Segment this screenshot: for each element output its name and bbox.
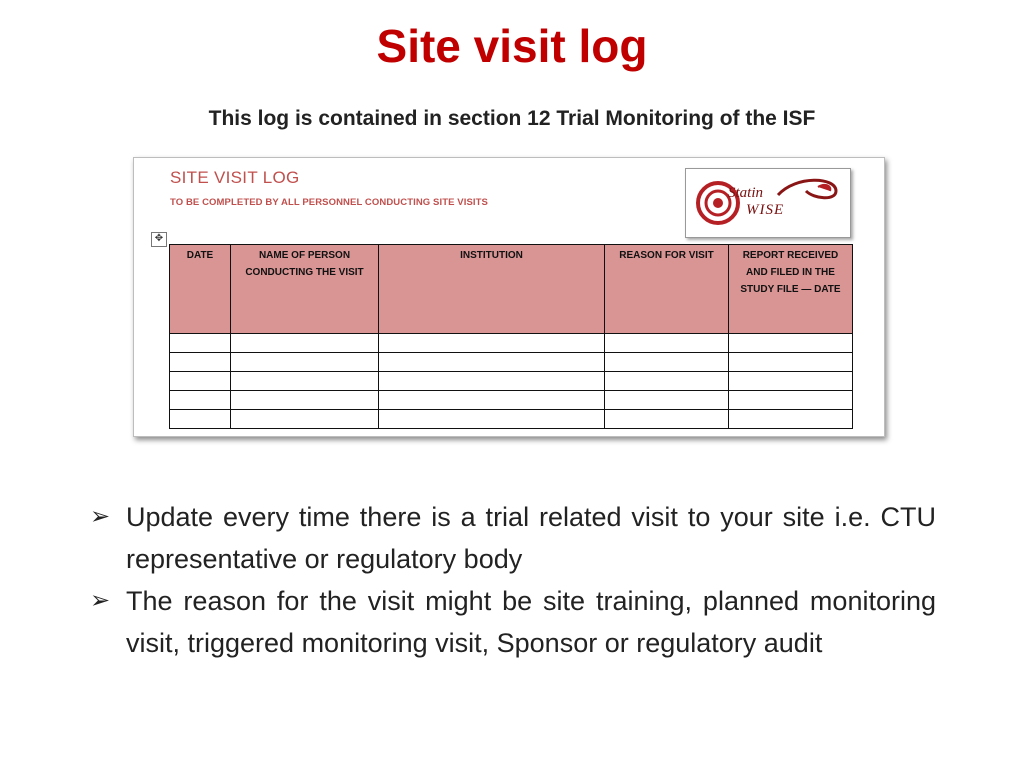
table-cell[interactable] (379, 410, 605, 429)
site-visit-log-document (133, 157, 885, 437)
table-cell[interactable] (379, 391, 605, 410)
table-cell[interactable] (231, 410, 379, 429)
bullet-item (90, 580, 936, 664)
logo-text-wise: WISE (746, 202, 785, 218)
slide-subtitle: This log is contained in section 12 Trial Monitoring of the ISF (208, 107, 816, 130)
table-cell[interactable] (729, 391, 853, 410)
arrow-bullet-icon: ➢ (90, 587, 111, 614)
table-cell[interactable] (231, 372, 379, 391)
header-reason-for-visit: REASON FOR VISIT (605, 245, 729, 334)
table-cell[interactable] (729, 410, 853, 429)
bullet-text: The reason for the visit might be site training, planned monitoring visit, triggered monitoring visit, Sponsor or regulatory audit (126, 586, 936, 658)
table-cell[interactable] (729, 372, 853, 391)
table-cell[interactable] (231, 353, 379, 372)
table-row (170, 410, 853, 429)
table-cell[interactable] (170, 372, 231, 391)
header-name-of-person: NAME OF PERSON CONDUCTING THE VISIT (231, 245, 379, 334)
table-cell[interactable] (170, 334, 231, 353)
header-date: DATE (170, 245, 231, 334)
table-cell[interactable] (379, 372, 605, 391)
table-header-row (170, 245, 853, 334)
table-row (170, 334, 853, 353)
log-heading: SITE VISIT LOG (170, 168, 300, 187)
table-cell[interactable] (170, 353, 231, 372)
statinwise-logo (685, 168, 851, 238)
table-cell[interactable] (605, 410, 729, 429)
table-cell[interactable] (729, 334, 853, 353)
header-report-received: REPORT RECEIVED AND FILED IN THE STUDY FILE — DATE (729, 245, 853, 334)
table-cell[interactable] (605, 372, 729, 391)
slide-title: Site visit log (376, 20, 648, 72)
table-cell[interactable] (379, 353, 605, 372)
table-row (170, 372, 853, 391)
table-cell[interactable] (231, 391, 379, 410)
arrow-bullet-icon: ➢ (90, 503, 111, 530)
log-instruction: TO BE COMPLETED BY ALL PERSONNEL CONDUCTING SITE VISITS (170, 197, 488, 208)
bullet-list (90, 496, 936, 664)
bullet-item (90, 496, 936, 580)
bullet-text: Update every time there is a trial related visit to your site i.e. CTU representative or regulatory body (126, 502, 936, 574)
table-cell[interactable] (605, 391, 729, 410)
table-cell[interactable] (605, 334, 729, 353)
table-row (170, 391, 853, 410)
logo-text-statin: Statin (728, 185, 764, 201)
table-cell[interactable] (170, 391, 231, 410)
table-cell[interactable] (379, 334, 605, 353)
table-cell[interactable] (605, 353, 729, 372)
table-move-handle-icon[interactable]: ✥ (151, 232, 167, 247)
table-row (170, 353, 853, 372)
site-visit-table (169, 244, 853, 429)
table-cell[interactable] (231, 334, 379, 353)
table-cell[interactable] (170, 410, 231, 429)
table-cell[interactable] (729, 353, 853, 372)
header-institution: INSTITUTION (379, 245, 605, 334)
